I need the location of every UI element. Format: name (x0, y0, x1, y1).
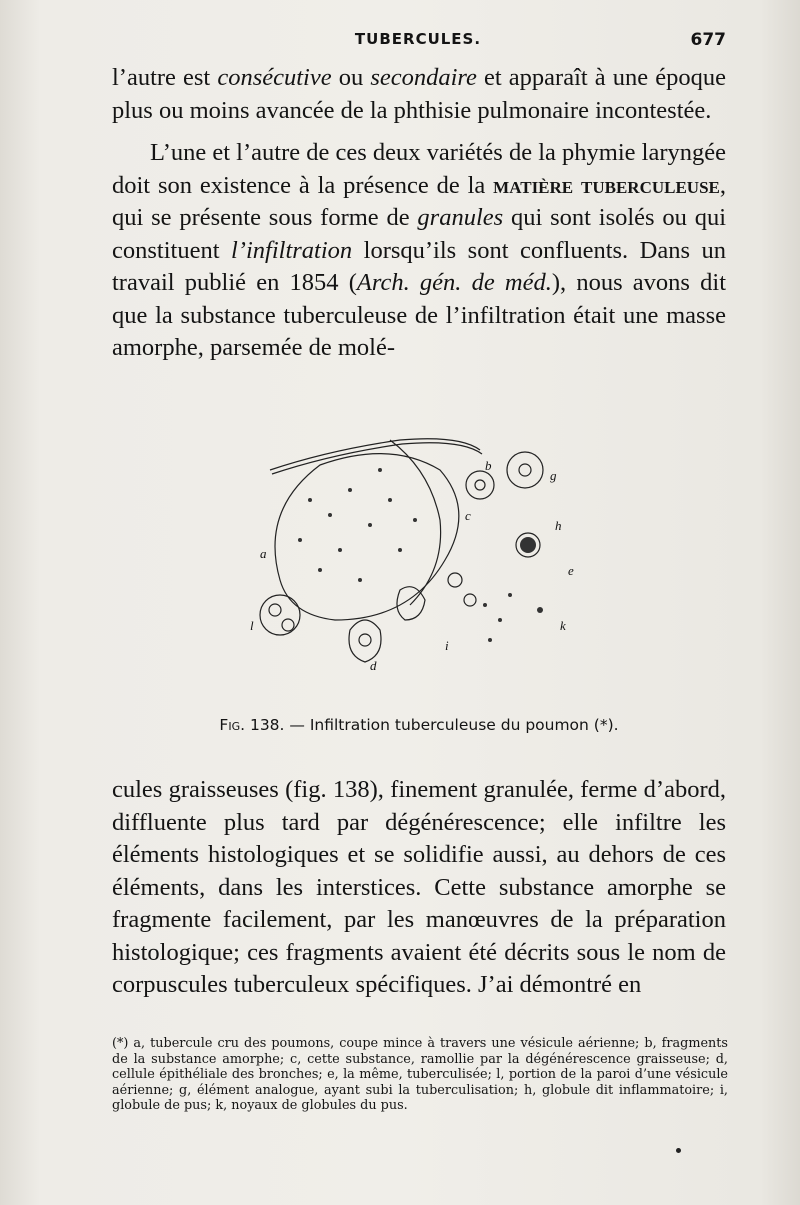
figure-label-l: l (250, 618, 254, 633)
page-header (110, 30, 726, 54)
figure-label-e: e (568, 563, 574, 578)
running-title: TUBERCULES. (354, 30, 482, 48)
figure-label-b: b (485, 458, 492, 473)
figure-number: Fig. 138. (219, 716, 285, 734)
footnote: (*) a, tubercule cru des poumons, coupe mince à travers une vésicule aérienne; b, fragments de la substance amorphe; c, cette substance, ramollie par la dégénérescence graisseuse; d, cellule épithéliale des bronches; e, la même, tuberculisée; l, portion de la paroi d’une vésicule aérienne; g, élément analogue, ayant subi la tuberculisation; h, globule dit inflammatoire; i, globule de pus; k, noyaux de globules du pus. (112, 1036, 728, 1114)
figure-label-d: d (370, 658, 377, 673)
figure-label-c: c (465, 508, 471, 523)
caption-text: — Infiltration tuberculeuse du poumon (*). (284, 716, 619, 734)
body-text-bottom (112, 774, 726, 1002)
page-speck (676, 1148, 681, 1153)
paragraph-1: l’autre est consécutive ou secondaire et apparaît à une époque plus ou moins avancée de la phthisie pulmonaire incontestée. (112, 64, 726, 124)
figure-label-k: k (560, 618, 566, 633)
figure-label-i: i (445, 638, 449, 653)
page-number: 677 (690, 30, 726, 50)
paragraph-3: cules graisseuses (fig. 138), finement granulée, ferme d’abord, diffluente plus tard par dégénérescence; elle infiltre les éléments histologiques et se solidifie aussi, au dehors de ces éléments, dans les interstices. Cette substance amorphe se fragmente facilement, par les manœuvres de la préparation histologique; ces fragments avaient été décrits sous le nom de corpuscules tuberculeux spécifiques. J’ai démontré en (112, 776, 726, 998)
figure-label-h: h (555, 518, 562, 533)
paragraph-2: L’une et l’autre de ces deux variétés de la phymie laryngée doit son existence à la présence de la matière tuberculeuse, qui se présente sous forme de granules qui sont isolés ou qui constituent l’infiltration lorsqu’ils sont confluents. Dans un travail publié en 1854 (Arch. gén. de méd.), nous avons dit que la substance tuberculeuse de l’infiltration était une masse amorphe, parsemée de molé- (112, 139, 727, 361)
figure-label-g: g (550, 468, 557, 483)
body-text-top (112, 62, 726, 365)
figure-label-a: a (260, 546, 267, 561)
figure-illustration (240, 430, 590, 680)
figure-caption (112, 716, 726, 734)
